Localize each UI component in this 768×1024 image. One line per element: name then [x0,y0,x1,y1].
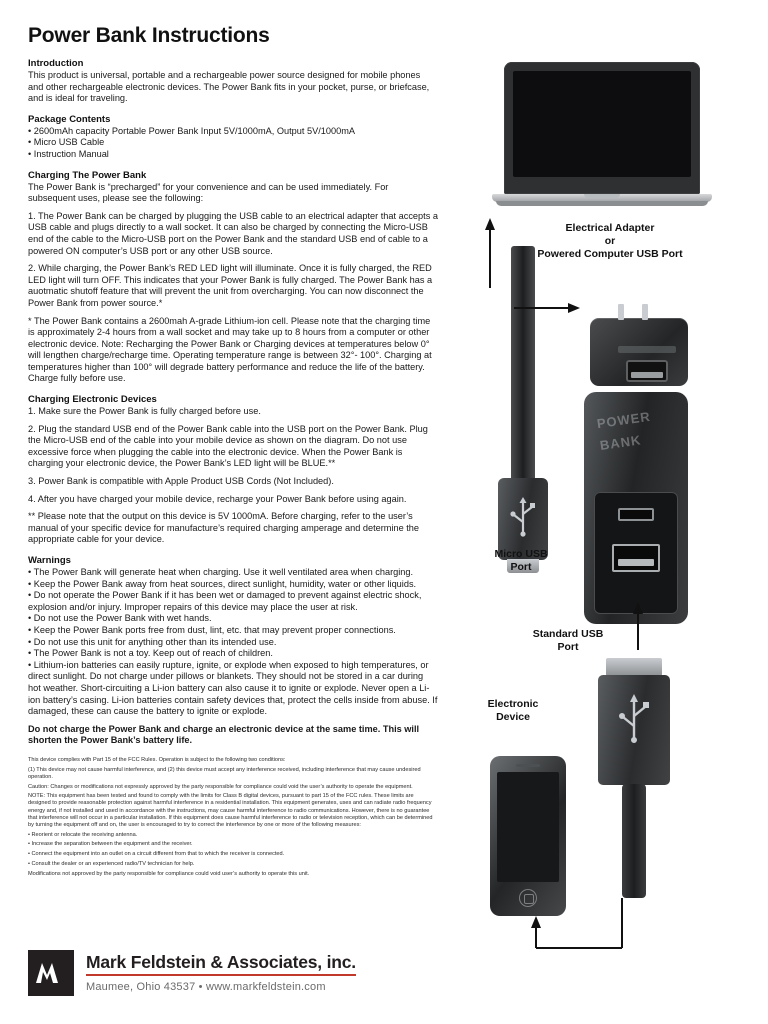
charging-step-1: 1. The Power Bank can be charged by plugging the USB cable to an electrical adapter that accepts a USB cable and plugs directly to a wall socket. It can also be charged by connecting the Micro-USB end of the cable to the Micro-USB port on the Power Bank and the standard USB end of cable to a powered ON computer’s USB port or any other USB source. [28,210,438,256]
cable-segment [511,246,535,482]
devices-step-3: 3. Power Bank is compatible with Apple Product USB Cords (Not Included). [28,476,334,487]
devices-step-2: 2. Plug the standard USB end of the Power Bank cable into the USB port on the Power Bank. Plug the Micro-USB end of the cable into your mobile device as shown on the diagram. Do not use excessive force when plugging the cable into the electronic device. When the Power Bank is charging your electronic device, the Power Bank’s LED light will be BLUE.** [28,423,428,469]
footer [28,950,448,996]
adapter-body [590,318,688,386]
label-line: Electrical Adapter [565,222,655,234]
warnings-list [28,567,438,718]
fcc-line: • Connect the equipment into an outlet on a circuit different from that to which the receiver is connected. [28,851,285,858]
power-bank-standard-usb-port [612,544,660,572]
label-line: Micro USB [494,548,548,560]
power-bank-brand-text [590,402,683,483]
label-line: Standard USB [532,628,604,640]
footer-text [86,950,356,993]
usb-symbol-icon [614,692,654,744]
adapter-prong [618,304,624,320]
fcc-line: • Increase the separation between the equipment and the receiver. [28,841,193,848]
phone-screen [497,772,559,882]
fcc-line: • Consult the dealer or an experienced radio/TV technician for help. [28,860,195,867]
fcc-line: Modifications not approved by the party responsible for compliance could void user’s authority to operate this unit. [28,870,310,877]
company-logo-icon [28,950,74,996]
label-line: Device [496,711,530,723]
label-line: Electronic [487,698,539,710]
section-heading-warnings: Warnings [28,555,71,566]
devices-footnote: ** Please note that the output on this device is 5V 1000mA. Before charging, refer to the user’s manual of your specific device for manufacture’s required charging amperage and determine the appropriate cable for your device. [28,511,420,545]
power-bank-shell [584,392,688,624]
laptop-screen-bezel [504,62,700,194]
label-line: or [604,235,616,247]
adapter-brand-stripe [618,346,676,353]
warning-bold-note: Do not charge the Power Bank and charge an electronic device at the same time. This will shorten the Power Bank’s battery life. [28,723,420,746]
list-item: • The Power Bank will generate heat when charging. Use it well ventilated area when charging. [28,567,414,577]
list-item: • 2600mAh capacity Portable Power Bank Input 5V/1000mA, Output 5V/1000mA [28,125,356,136]
fcc-line: • Reorient or relocate the receiving antenna. [28,831,138,838]
charging-intro: The Power Bank is “precharged” for your convenience and can be used immediately. For subsequent uses, please see the following: [28,181,389,204]
adapter-prong [642,304,648,320]
label-standard-usb-port [498,628,638,654]
power-bank-illustration [584,392,714,642]
cable-segment [622,784,646,898]
list-item: • Keep the Power Bank ports free from dust, lint, etc. that may prevent proper connections. [28,624,396,635]
charging-footnote: * The Power Bank contains a 2600mah A-grade Lithium-ion cell. Please note that the charging time is approximately 2-4 hours from a wall socket and may take up to 8 hours from a computer or other electronic device. Note: Recharging the Power Bank or Charging devices at temperatures below 0° will lengthen charge/recharge time. Operating temperature range is between 32°- 100°. Charging at temperatures higher than 100° will degrade battery performance and reduce the life of the battery. Charge fully before use. [28,315,432,384]
fcc-statement [28,757,433,878]
company-address: Maumee, Ohio 43537 • www.markfeldstein.com [86,981,326,993]
section-heading-introduction: Introduction [28,58,84,69]
list-item: • Do not operate the Power Bank if it has been wet or damaged to prevent against electric shock, explosion and/or injury. Improper repairs of this device may place the user at risk. [28,590,422,612]
usb-symbol-icon [506,494,540,538]
package-contents-list [28,126,438,161]
company-name: Mark Feldstein & Associates, inc. [86,952,356,976]
laptop-notch [584,194,620,198]
fcc-line: Caution: Changes or modifications not expressly approved by the party responsible for compliance could void the user’s authority to operate the equipment. [28,783,413,790]
phone-speaker [516,764,540,767]
phone-illustration [490,756,576,932]
section-heading-charging-power-bank: Charging The Power Bank [28,169,147,181]
power-bank-port-face [594,492,678,614]
list-item: • Keep the Power Bank away from heat sources, direct sunlight, humidity, water or other liquids. [28,578,417,589]
list-item: • Do not use this unit for anything other than its intended use. [28,636,277,647]
label-micro-usb-port [466,548,576,574]
list-item: • Do not use the Power Bank with wet hands. [28,613,212,624]
fcc-line: NOTE: This equipment has been tested and found to comply with the limits for Class B digital devices, pursuant to part 15 of the FCC rules. These limits are designed to provide reasonable protection against harmful interference in a residential installation. This equipment generates, uses and can radiate radio frequency energy and, if not installed and used in accordance with the instructions, may cause harmful interference to radio communications. However, there is no guarantee that interference will not occur in a particular installation. If this equipment does cause harmful interference to radio or television reception, which can be determined by turning the equipment off and on, the user is encouraged to try to correct the interference by one or more of the following measures: [28,793,433,829]
phone-body [490,756,566,916]
charging-step-2: 2. While charging, the Power Bank’s RED LED light will illuminate. Once it is fully charged, the RED LED light will turn OFF. This indicates that your Power Bank is fully charged. The Power Bank has a auotmatic shutoff feature that will prevent the unit from overcharging. You can now disconnect the Power Bank from power source.* [28,263,433,308]
laptop-base [496,201,708,206]
brand-line-1: POWER [595,408,652,432]
label-line: Port [557,641,579,653]
label-electronic-device [458,698,568,724]
list-item: • Instruction Manual [28,148,109,159]
list-item: • Micro USB Cable [28,137,105,148]
power-bank-micro-usb-port [618,508,654,521]
introduction-paragraph: This product is universal, portable and a rechargeable power source designed for mobile phones and other rechargeable electronic devices. The Power Bank fits in your pocket, purse, or briefcase, and is ideal for traveling. [28,70,430,104]
devices-step-1: 1. Make sure the Power Bank is fully charged before use. [28,406,261,417]
page-title: Power Bank Instructions [28,24,270,47]
section-heading-charging-electronic-devices: Charging Electronic Devices [28,394,157,406]
brand-line-2: BANK [598,432,643,453]
phone-home-button [519,889,537,907]
diagram-column [452,50,752,1010]
wall-adapter-illustration [580,302,700,392]
laptop-illustration [492,62,712,222]
fcc-line: This device complies with Part 15 of the FCC Rules. Operation is subject to the following two conditions: [28,756,286,763]
list-item: • Lithium-ion batteries can easily rupture, ignite, or explode when exposed to high temperatures, or direct sunlight. Do not charge under pillows or blankets. They should not be stored in a car during hot weather. Short-circuiting a Li-ion battery can also cause it to ignite or explode. Never open a Li-ion battery’s casing. Li-ion batteries contain safety devices that, protect the cells inside from abuse. If damaged, these can cause the battery to ignite or explode. [28,659,438,717]
devices-step-4: 4. After you have charged your mobile device, recharge your Power Bank before using again. [28,493,407,504]
adapter-usb-port [626,360,668,382]
instructions-text-column [28,58,438,880]
standard-usb-cable-illustration [592,658,682,898]
label-line: Powered Computer USB Port [537,248,683,260]
fcc-line: (1) This device may not cause harmful interference, and (2) this device must accept any interference received, including interference that may cause undesired operation. [28,766,421,780]
label-line: Port [510,561,532,573]
list-item: • The Power Bank is not a toy. Keep out of reach of children. [28,648,273,659]
section-heading-package-contents: Package Contents [28,113,111,125]
usb-a-metal-head [606,658,662,676]
laptop-screen [513,71,691,177]
